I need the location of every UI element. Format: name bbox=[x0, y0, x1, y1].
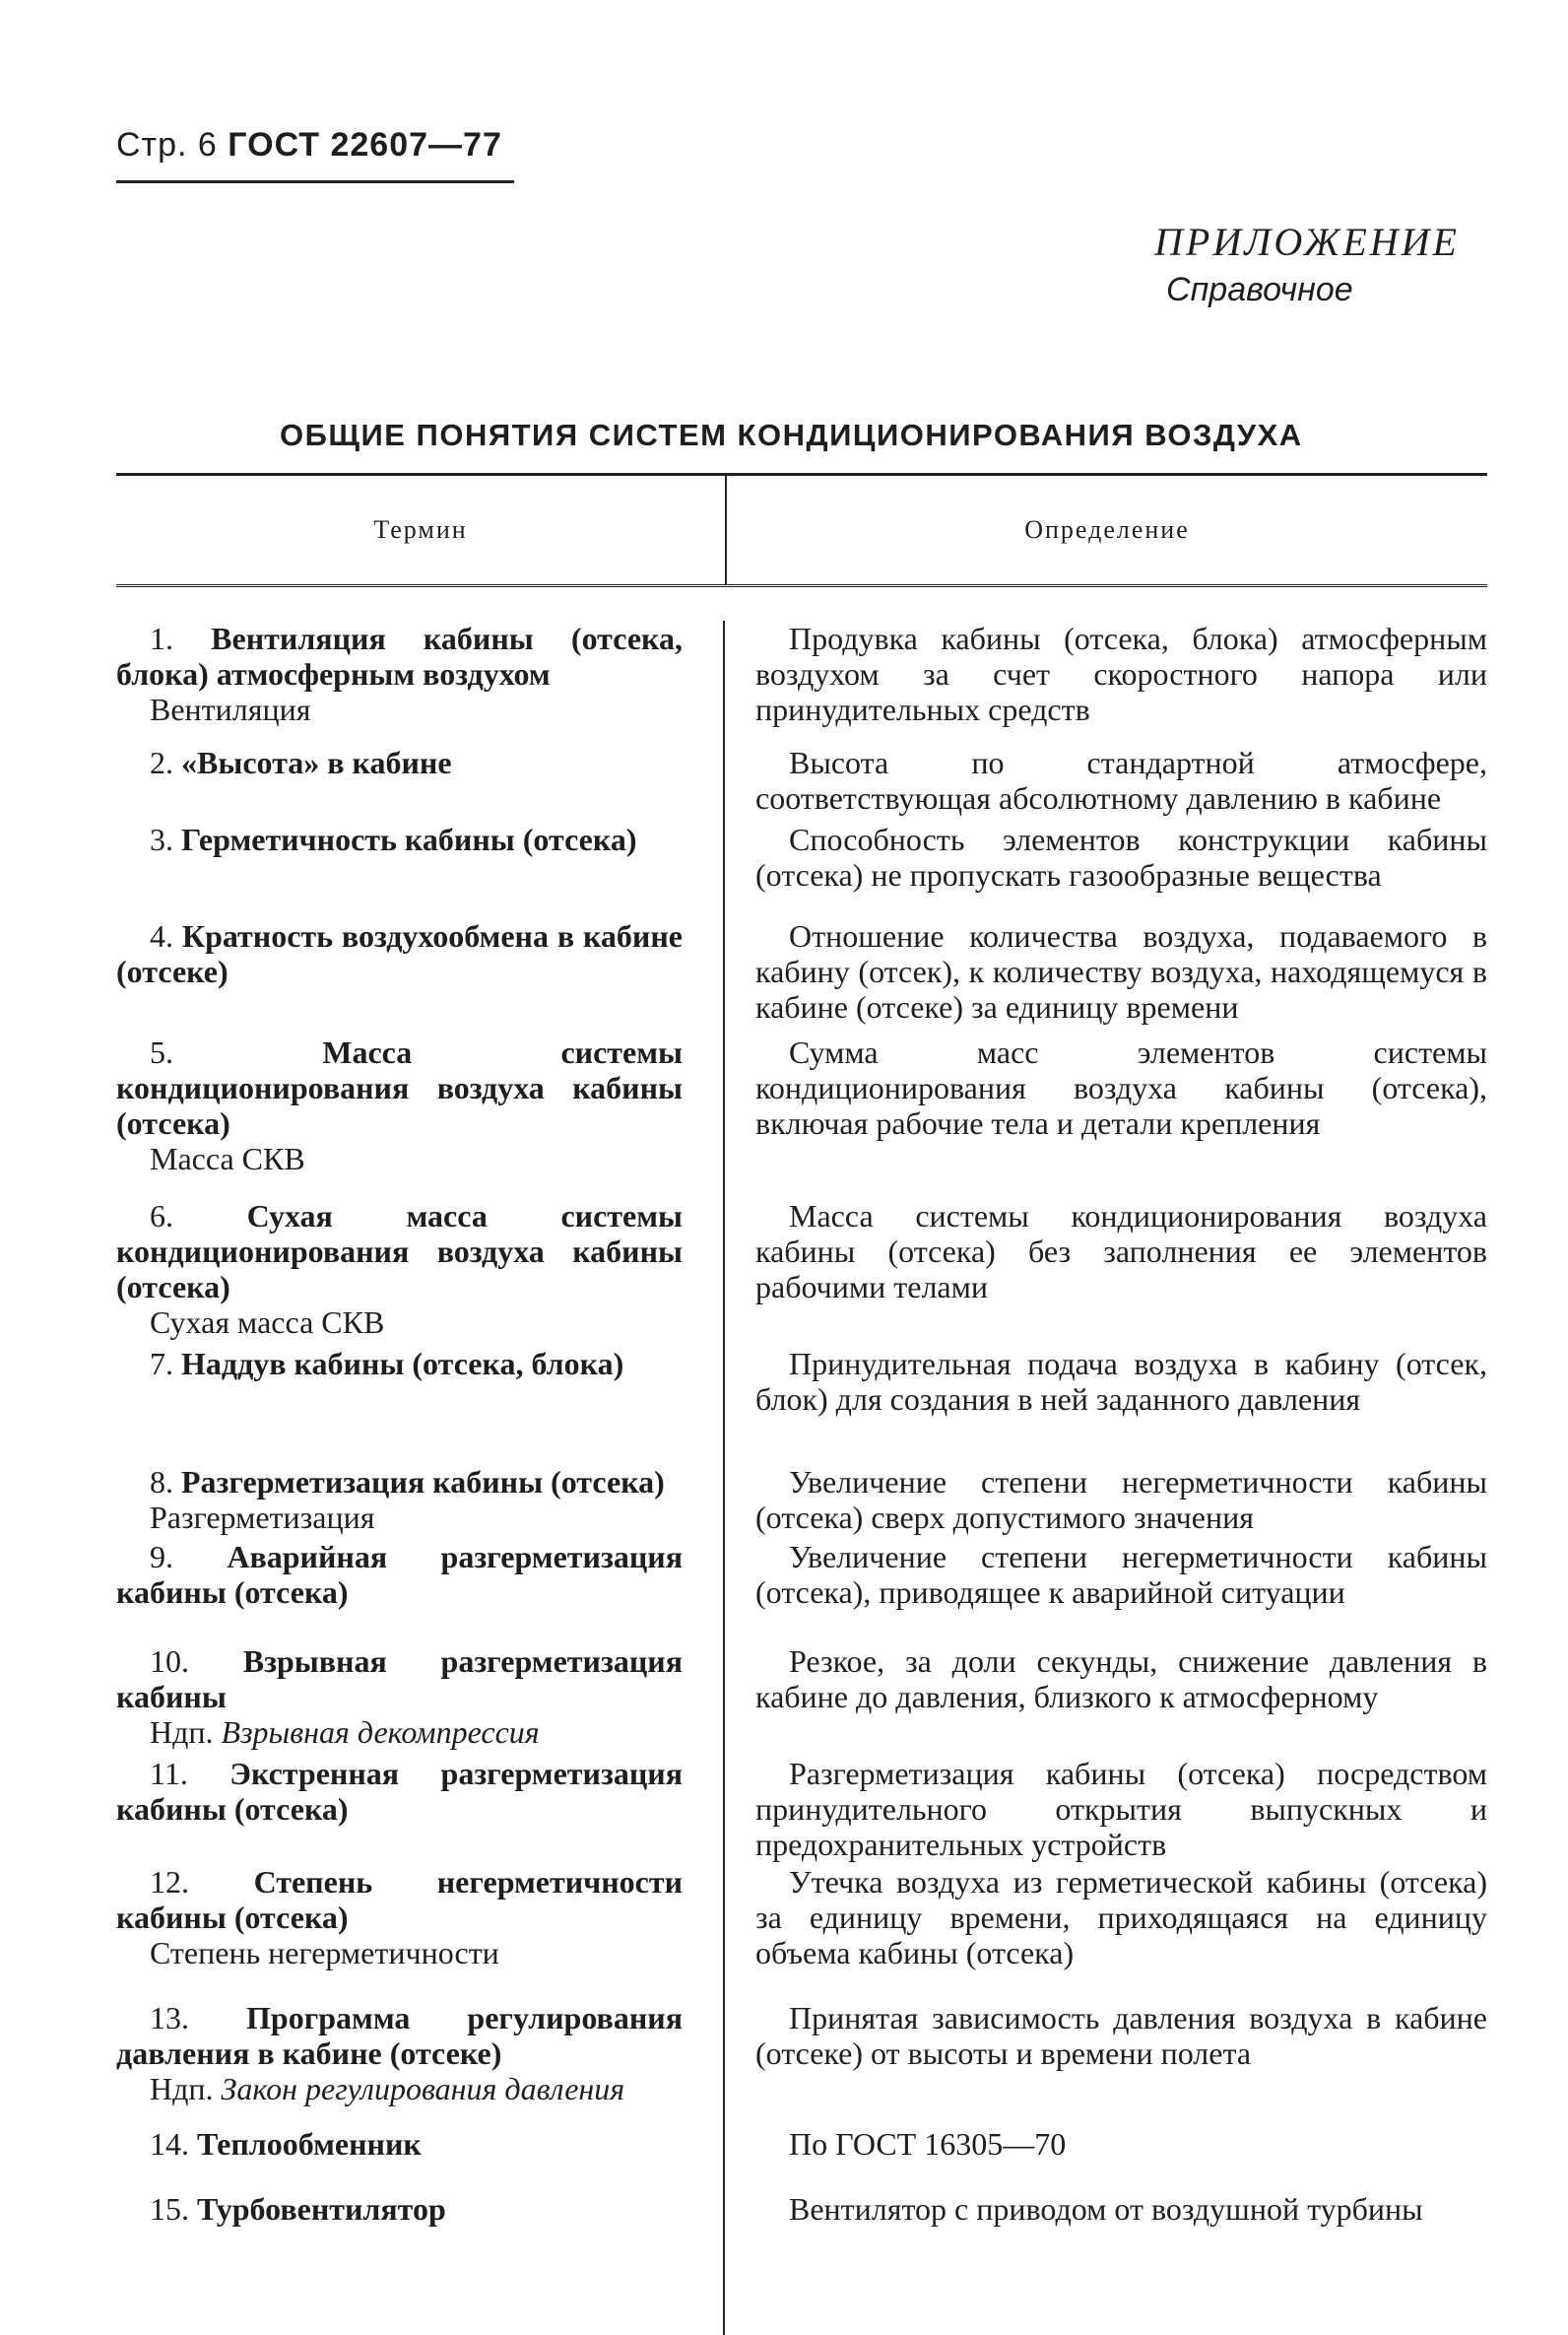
term-number: 10. bbox=[150, 1643, 243, 1679]
term-cell bbox=[116, 745, 722, 816]
term-number: 13. bbox=[150, 2000, 247, 2035]
term-cell bbox=[116, 918, 722, 1025]
appendix-title: ПРИЛОЖЕНИЕ bbox=[1154, 220, 1460, 264]
table-row bbox=[116, 1643, 1487, 1750]
definition-cell bbox=[722, 1034, 1487, 1176]
definition-text: Утечка воздуха из герметической кабины (отсека) за единицу времени, приходящаяся на единицу объема кабины (отсека) bbox=[755, 1864, 1487, 1970]
definition-text: Резкое, за доли секунды, снижение давления в кабине до давления, близкого к атмосферному bbox=[755, 1643, 1487, 1714]
definition-text: Высота по стандартной атмосфере, соответствующая абсолютному давлению в кабине bbox=[755, 745, 1487, 816]
standard-code: ГОСТ 22607—77 bbox=[228, 126, 502, 164]
term-cell bbox=[116, 2000, 722, 2106]
term-synonym: Вентиляция bbox=[150, 692, 311, 727]
definition-cell bbox=[722, 2126, 1487, 2162]
page-number: Стр. 6 bbox=[116, 126, 218, 164]
terms-table bbox=[116, 473, 1487, 2227]
term-cell bbox=[116, 1346, 722, 1417]
term-name: Масса системы кондиционирования воздуха кабины (отсека) bbox=[116, 1034, 684, 1141]
definition-text: По ГОСТ 16305—70 bbox=[789, 2126, 1067, 2162]
term-text bbox=[116, 1198, 683, 1304]
table-row bbox=[116, 1756, 1487, 1862]
term-text bbox=[116, 2000, 683, 2071]
definition-text: Увеличение степени негерметичности кабины (отсека) сверх допустимого значения bbox=[755, 1464, 1487, 1535]
definition-text: Сумма масс элементов системы кондиционирования воздуха кабины (отсека), включая рабочие тела и детали крепления bbox=[755, 1034, 1487, 1141]
term-cell bbox=[116, 621, 722, 727]
term-number: 5. bbox=[150, 1034, 323, 1070]
definition-cell bbox=[722, 1539, 1487, 1610]
term-not-permitted bbox=[116, 2071, 683, 2106]
term-cell bbox=[116, 2191, 722, 2227]
term-cell bbox=[116, 1643, 722, 1750]
term-number: 8. bbox=[150, 1464, 181, 1500]
term-text bbox=[116, 1034, 683, 1141]
table-row bbox=[116, 1464, 1487, 1535]
term-number: 7. bbox=[150, 1346, 181, 1381]
table-row bbox=[116, 2000, 1487, 2106]
term-number: 4. bbox=[150, 918, 182, 954]
table-row bbox=[116, 1198, 1487, 1340]
term-text bbox=[116, 1346, 683, 1381]
table-row bbox=[116, 621, 1487, 727]
ndp-label: Ндп. bbox=[150, 2071, 222, 2106]
definition-cell bbox=[722, 621, 1487, 727]
term-name: Экстренная разгерметизация кабины (отсека) bbox=[116, 1756, 684, 1827]
term-synonym: Разгерметизация bbox=[150, 1500, 375, 1535]
definition-text: Разгерметизация кабины (отсека) посредством принудительного открытия выпускных и предохранительных устройств bbox=[755, 1756, 1487, 1862]
term-number: 15. bbox=[150, 2191, 197, 2227]
term-text bbox=[116, 2126, 683, 2162]
term-synonym: Масса СКВ bbox=[150, 1141, 305, 1176]
term-name: Программа регулирования давления в кабине (отсеке) bbox=[116, 2000, 684, 2071]
ndp-term: Закон регулирования давления bbox=[221, 2071, 625, 2106]
term-name: «Высота» в кабине bbox=[181, 745, 452, 780]
definition-text: Способность элементов конструкции кабины (отсека) не пропускать газообразные вещества bbox=[755, 822, 1487, 893]
term-name: Турбовентилятор bbox=[197, 2191, 446, 2227]
definition-cell bbox=[722, 918, 1487, 1025]
table-row bbox=[116, 2126, 1487, 2162]
definition-text: Принятая зависимость давления воздуха в кабине (отсеке) от высоты и времени полета bbox=[755, 2000, 1487, 2071]
term-cell bbox=[116, 1756, 722, 1862]
table-row bbox=[116, 1346, 1487, 1417]
table-row bbox=[116, 745, 1487, 816]
term-name: Взрывная разгерметизация кабины bbox=[116, 1643, 683, 1714]
term-name: Теплообменник bbox=[197, 2126, 422, 2162]
page-header bbox=[116, 126, 514, 183]
column-header-definition: Определение bbox=[725, 476, 1487, 584]
term-number: 3. bbox=[150, 822, 181, 857]
term-text bbox=[116, 1539, 683, 1610]
term-name: Кратность воздухообмена в кабине (отсеке) bbox=[116, 918, 684, 989]
term-cell bbox=[116, 1034, 722, 1176]
ndp-term: Взрывная декомпрессия bbox=[221, 1714, 540, 1750]
term-not-permitted bbox=[116, 1714, 683, 1750]
term-text bbox=[116, 822, 683, 857]
table-row bbox=[116, 1539, 1487, 1610]
definition-text: Увеличение степени негерметичности кабины (отсека), приводящее к аварийной ситуации bbox=[755, 1539, 1487, 1610]
definition-cell bbox=[722, 2191, 1487, 2227]
term-cell bbox=[116, 1198, 722, 1340]
ndp-label: Ндп. bbox=[150, 1714, 222, 1750]
term-cell bbox=[116, 1864, 722, 1970]
term-cell bbox=[116, 1539, 722, 1610]
term-number: 1. bbox=[150, 621, 212, 656]
definition-cell bbox=[722, 1464, 1487, 1535]
definition-text: Масса системы кондиционирования воздуха кабины (отсека) без заполнения ее элементов рабочими телами bbox=[755, 1198, 1487, 1304]
term-name: Аварийная разгерметизация кабины (отсека) bbox=[116, 1539, 684, 1610]
term-cell bbox=[116, 1464, 722, 1535]
table-row bbox=[116, 918, 1487, 1025]
table-row bbox=[116, 1034, 1487, 1176]
definition-cell bbox=[722, 2000, 1487, 2106]
appendix-subtitle: Справочное bbox=[1166, 271, 1353, 308]
definition-cell bbox=[722, 745, 1487, 816]
term-text bbox=[116, 1756, 683, 1827]
definition-cell bbox=[722, 1756, 1487, 1862]
definition-text: Вентилятор с приводом от воздушной турбины bbox=[789, 2191, 1423, 2227]
term-text bbox=[116, 1643, 683, 1714]
term-number: 2. bbox=[150, 745, 181, 780]
page-title: ОБЩИЕ ПОНЯТИЯ СИСТЕМ КОНДИЦИОНИРОВАНИЯ ВОЗДУХА bbox=[280, 418, 1303, 452]
term-name: Степень негерметичности кабины (отсека) bbox=[116, 1864, 683, 1935]
term-name: Герметичность кабины (отсека) bbox=[181, 822, 637, 857]
term-text bbox=[116, 1464, 683, 1500]
term-name: Разгерметизация кабины (отсека) bbox=[181, 1464, 665, 1500]
definition-text: Продувка кабины (отсека, блока) атмосферным воздухом за счет скоростного напора или принудительных средств bbox=[755, 621, 1487, 727]
term-text bbox=[116, 621, 683, 692]
table-body bbox=[116, 621, 1487, 2227]
column-divider bbox=[723, 621, 725, 2335]
appendix-label bbox=[1154, 219, 1460, 309]
definition-text: Отношение количества воздуха, подаваемого в кабину (отсек), к количеству воздуха, находящемуся в кабине (отсеке) за единицу времени bbox=[755, 918, 1487, 1025]
table-row bbox=[116, 2191, 1487, 2227]
term-synonym: Степень негерметичности bbox=[150, 1935, 499, 1970]
term-name: Вентиляция кабины (отсека, блока) атмосферным воздухом bbox=[116, 621, 684, 692]
term-number: 6. bbox=[150, 1198, 247, 1234]
term-cell bbox=[116, 822, 722, 893]
definition-cell bbox=[722, 1864, 1487, 1970]
table-row bbox=[116, 822, 1487, 893]
column-header-term: Термин bbox=[373, 515, 468, 544]
term-text bbox=[116, 918, 683, 989]
table-row bbox=[116, 1864, 1487, 1970]
definition-cell bbox=[722, 1198, 1487, 1340]
term-number: 9. bbox=[150, 1539, 228, 1574]
definition-text: Принудительная подача воздуха в кабину (отсек, блок) для создания в ней заданного давления bbox=[755, 1346, 1487, 1417]
term-number: 14. bbox=[150, 2126, 197, 2162]
term-text bbox=[116, 1864, 683, 1935]
term-name: Наддув кабины (отсека, блока) bbox=[181, 1346, 624, 1381]
term-number: 12. bbox=[150, 1864, 254, 1900]
definition-cell bbox=[722, 822, 1487, 893]
term-name: Сухая масса системы кондиционирования воздуха кабины (отсека) bbox=[116, 1198, 683, 1304]
term-number: 11. bbox=[150, 1756, 230, 1791]
term-text bbox=[116, 2191, 683, 2227]
definition-cell bbox=[722, 1643, 1487, 1750]
term-synonym: Сухая масса СКВ bbox=[150, 1304, 385, 1340]
term-text bbox=[116, 745, 683, 780]
definition-cell bbox=[722, 1346, 1487, 1417]
term-cell bbox=[116, 2126, 722, 2162]
table-header bbox=[116, 476, 1487, 587]
